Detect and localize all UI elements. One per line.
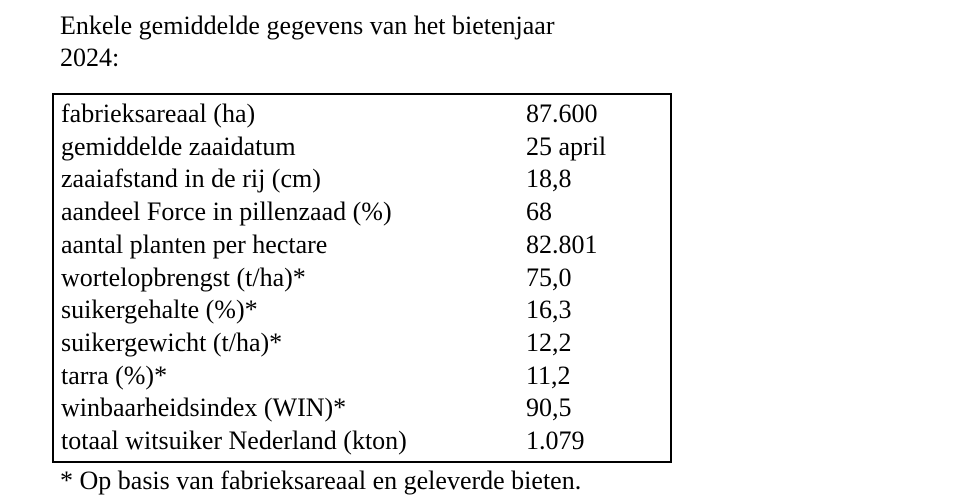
row-value: 90,5 bbox=[526, 393, 572, 423]
beet-year-data-table bbox=[61, 98, 656, 458]
row-label: aandeel Force in pillenzaad (%) bbox=[61, 197, 392, 227]
table-row bbox=[61, 98, 656, 131]
row-label: suikergehalte (%)* bbox=[61, 295, 258, 325]
row-label: aantal planten per hectare bbox=[61, 229, 328, 259]
document-title bbox=[60, 10, 640, 74]
row-value: 82.801 bbox=[526, 229, 598, 259]
data-table-frame bbox=[52, 93, 672, 463]
footnote: * Op basis van fabrieksareaal en geleverde bieten. bbox=[60, 466, 582, 495]
row-label: zaaiafstand in de rij (cm) bbox=[61, 164, 321, 194]
row-label: tarra (%)* bbox=[61, 360, 168, 390]
row-value: 11,2 bbox=[526, 360, 571, 390]
table-row bbox=[61, 229, 656, 262]
row-label: fabrieksareaal (ha) bbox=[61, 99, 256, 128]
row-label: wortelopbrengst (t/ha)* bbox=[61, 262, 306, 292]
row-value: 1.079 bbox=[526, 426, 585, 456]
title-line-2: 2024: bbox=[60, 43, 120, 72]
table-row bbox=[61, 163, 656, 196]
table-row bbox=[61, 392, 656, 425]
row-value: 75,0 bbox=[526, 262, 572, 292]
row-label: gemiddelde zaaidatum bbox=[61, 131, 296, 161]
row-value: 87.600 bbox=[526, 99, 598, 128]
row-value: 18,8 bbox=[526, 164, 572, 194]
row-value: 16,3 bbox=[526, 295, 572, 325]
row-value: 68 bbox=[526, 197, 552, 227]
title-line-1: Enkele gemiddelde gegevens van het bietenjaar bbox=[60, 11, 555, 40]
row-label: winbaarheidsindex (WIN)* bbox=[61, 393, 347, 423]
table-row bbox=[61, 327, 656, 360]
table-row bbox=[61, 294, 656, 327]
table-row bbox=[61, 196, 656, 229]
table-row bbox=[61, 131, 656, 164]
row-label: suikergewicht (t/ha)* bbox=[61, 327, 283, 357]
row-value: 12,2 bbox=[526, 327, 572, 357]
table-row bbox=[61, 262, 656, 295]
row-label: totaal witsuiker Nederland (kton) bbox=[61, 426, 407, 456]
table-row bbox=[61, 425, 656, 458]
table-row bbox=[61, 360, 656, 393]
row-value: 25 april bbox=[526, 131, 607, 161]
